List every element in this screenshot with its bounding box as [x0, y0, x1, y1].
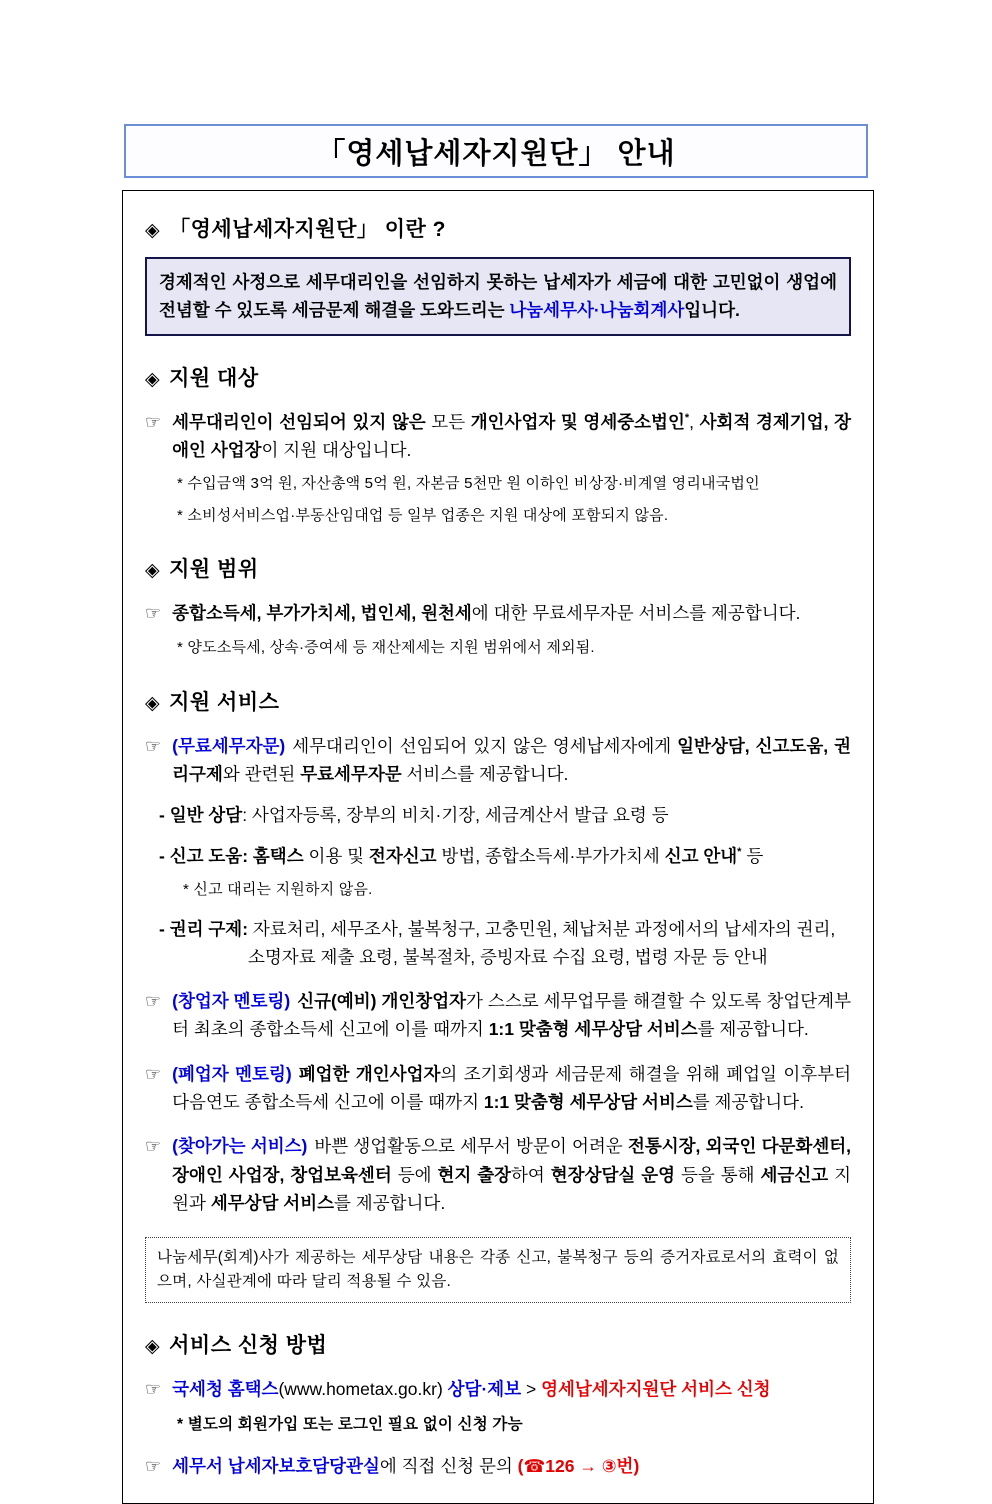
visiting-run: 하여 — [511, 1164, 551, 1185]
section-header-support-target — [145, 362, 851, 392]
target-run: 사회적 경제기업, 장애인 사업장 — [172, 411, 851, 461]
closure-run: 1:1 맞춤형 세무상담 서비스 — [483, 1091, 693, 1112]
closure-run: 의 조기회생과 세금문제 해결을 위해 폐업일 이후부터 다음연도 종합소득세 신고에 이를 때까지 — [172, 1063, 851, 1112]
section-header-apply-method — [145, 1329, 851, 1359]
apply-taxoffice-text — [172, 1452, 639, 1481]
report-run: 이용 및 — [303, 846, 369, 867]
scope-footnote: * 양도소득세, 상속·증여세 등 재산제세는 지원 범위에서 제외됨. — [177, 639, 595, 657]
free-run: 무료세무자문 — [300, 764, 402, 785]
intro-text-end: 입니다. — [684, 300, 740, 321]
pointing-hand-icon: ☞ — [145, 411, 162, 432]
visiting-service-text — [172, 1132, 851, 1217]
pointing-hand-icon: ☞ — [145, 735, 162, 756]
phone-number: (☎126 → ③번) — [517, 1456, 640, 1477]
closure-run: 폐업한 개인사업자 — [298, 1063, 441, 1084]
pointing-hand-icon: ☞ — [145, 1063, 162, 1084]
intro-text-blue: 나눔세무사·나눔회계사 — [509, 300, 685, 321]
section-header-support-services — [145, 686, 851, 716]
page-title: 「영세납세자지원단」 안내 — [316, 137, 676, 170]
target-paragraph — [145, 408, 851, 465]
free-run: 와 관련된 — [222, 764, 301, 785]
rights-remedy-label: 권리 구제 — [169, 918, 243, 939]
pointing-hand-icon: ☞ — [145, 603, 162, 624]
apply-footnote: * 별도의 회원가입 또는 로그인 필요 없이 신청 가능 — [177, 1416, 523, 1434]
diamond-icon: ◈ — [145, 368, 161, 390]
menu-path-label: 상담·제보 — [447, 1379, 522, 1400]
startup-run: 를 제공합니다. — [697, 1019, 809, 1040]
closure-mentoring-text — [172, 1060, 851, 1117]
report-run: 전자신고 — [368, 846, 437, 867]
section-header-intro — [145, 213, 851, 243]
intro-text: 경제적인 사정으로 세무대리인을 선임하지 못하는 납세자가 세금에 대한 고민없이 생업에 전념할 수 있도록 세금문제 해결을 도와드리는 — [159, 272, 837, 321]
diamond-icon: ◈ — [145, 692, 161, 714]
hometax-label: 국세청 홈택스 — [172, 1379, 279, 1400]
rights-remedy-item — [159, 915, 851, 971]
menu-path-separator: > — [521, 1379, 542, 1400]
free-run: 서비스를 제공합니다. — [401, 764, 569, 785]
pointing-hand-icon: ☞ — [145, 1456, 162, 1477]
target-footnote-1: * 수입금액 3억 원, 자산총액 5억 원, 자본금 5천만 원 이하인 비상장·비계열 영리내국법인 — [177, 475, 760, 493]
report-help-label: 신고 도움 — [169, 846, 243, 867]
service-label-closure-mentoring: (폐업자 멘토링) — [172, 1063, 292, 1084]
target-footnote-2: * 소비성서비스업·부동산임대업 등 일부 업종은 지원 대상에 포함되지 않음. — [177, 506, 669, 524]
apply-taxoffice-paragraph — [145, 1452, 851, 1481]
pointing-hand-icon: ☞ — [145, 990, 162, 1011]
startup-run: 가 스스로 세무업무를 해결할 수 있도록 창업단계부터 최초의 종합소득세 신고에 이를 때까지 — [172, 990, 851, 1040]
visiting-run: 등을 통해 — [675, 1164, 761, 1185]
diamond-icon: ◈ — [145, 220, 161, 241]
visiting-run: 전통시장, 외국인 다문화센터, 장애인 사업장, 창업보육센터 — [172, 1136, 851, 1185]
section-title-support-services: 지원 서비스 — [169, 690, 280, 714]
scope-run: 종합소득세, 부가가치세, 법인세, 원천세 — [172, 603, 472, 624]
free-run: 세무대리인이 선임되어 있지 않은 영세납세자에게 — [292, 735, 678, 756]
pointing-hand-icon: ☞ — [145, 1136, 162, 1157]
report-help-item — [159, 842, 851, 902]
report-run: 신고 안내 — [664, 846, 738, 867]
service-label-startup-mentoring: (창업자 멘토링) — [172, 990, 291, 1011]
target-run: , — [689, 411, 700, 432]
target-run: 이 지원 대상입니다. — [261, 440, 412, 461]
apply-service-name: 영세납세자지원단 서비스 신청 — [541, 1379, 771, 1400]
hometax-url: (www.hometax.go.kr) — [278, 1379, 448, 1400]
general-consulting-text: : 사업자등록, 장부의 비치·기장, 세금계산서 발급 요령 등 — [242, 805, 669, 826]
rights-run: : — [242, 918, 253, 939]
free-advice-text — [172, 732, 851, 789]
service-label-free-advice: (무료세무자문) — [172, 735, 286, 756]
dash-bullet: - — [159, 918, 165, 939]
section-header-support-scope — [145, 553, 851, 583]
visiting-service-paragraph — [145, 1132, 851, 1217]
general-consulting-label: 일반 상담 — [169, 805, 243, 826]
free-run: 일반상담, 신고도움, 권리구제 — [172, 735, 851, 785]
startup-mentoring-paragraph — [145, 987, 851, 1044]
dash-bullet: - — [159, 846, 165, 867]
visiting-run: 현지 출장 — [437, 1164, 512, 1185]
target-paragraph-text — [172, 408, 851, 465]
rights-line1: 자료처리, 세무조사, 불복청구, 고충민원, 체납처분 과정에서의 납세자의 권리, — [252, 918, 836, 939]
visiting-run: 세금신고 — [760, 1164, 829, 1185]
visiting-run: 등에 — [391, 1164, 438, 1185]
general-consulting-item — [159, 801, 851, 829]
diamond-icon: ◈ — [145, 1336, 161, 1358]
taxoffice-label: 세무서 납세자보호담당관실 — [172, 1456, 380, 1477]
apply-hometax-paragraph — [145, 1375, 851, 1404]
disclaimer-note-box: 나눔세무(회계)사가 제공하는 세무상담 내용은 각종 신고, 불복청구 등의 증거자료로서의 효력이 없으며, 사실관계에 따라 달리 적용될 수 있음. — [145, 1237, 851, 1303]
footnote-marker: * — [684, 411, 690, 424]
free-advice-paragraph — [145, 732, 851, 789]
section-title-support-scope: 지원 범위 — [169, 558, 259, 582]
apply-hometax-text — [172, 1375, 770, 1404]
visiting-run: 지원과 — [172, 1164, 851, 1213]
startup-run: 신규(예비) 개인창업자 — [297, 990, 467, 1011]
taxoffice-run: 에 직접 신청 문의 — [379, 1456, 518, 1477]
visiting-run: 바쁜 생업활동으로 세무서 방문이 어려운 — [314, 1136, 628, 1157]
report-run: 방법, 종합소득세·부가가치세 — [436, 846, 665, 867]
startup-run: 1:1 맞춤형 세무상담 서비스 — [488, 1019, 698, 1040]
report-run: : — [242, 846, 253, 867]
target-run: 개인사업자 및 영세중소법인 — [470, 411, 685, 432]
closure-run: 를 제공합니다. — [692, 1091, 804, 1112]
scope-paragraph-text — [172, 599, 800, 628]
target-run: 모든 — [425, 411, 471, 432]
scope-run: 에 대한 무료세무자문 서비스를 제공합니다. — [471, 603, 801, 624]
report-help-footnote: * 신고 대리는 지원하지 않음. — [183, 881, 373, 899]
document-body — [122, 190, 874, 1504]
report-run: 등 — [741, 846, 764, 867]
pointing-hand-icon: ☞ — [145, 1379, 162, 1400]
dash-bullet: - — [159, 805, 165, 826]
visiting-run: 현장상담실 운영 — [550, 1164, 676, 1185]
closure-mentoring-paragraph — [145, 1060, 851, 1117]
target-run: 세무대리인이 선임되어 있지 않은 — [172, 411, 426, 432]
footnote-marker: * — [737, 846, 742, 859]
intro-highlight-box — [145, 257, 851, 336]
visiting-run: 세무상담 서비스 — [210, 1192, 335, 1213]
rights-line2: 소명자료 제출 요령, 불복절차, 증빙자료 수집 요령, 법령 자문 등 안내 — [248, 946, 768, 967]
scope-paragraph — [145, 599, 851, 628]
startup-mentoring-text — [172, 987, 851, 1044]
report-run: 홈택스 — [252, 846, 304, 867]
document-title-box — [124, 124, 868, 178]
visiting-run: 를 제공합니다. — [334, 1192, 446, 1213]
section-title-apply-method: 서비스 신청 방법 — [169, 1334, 328, 1358]
section-title-intro: 「영세납세자지원단」 이란 ? — [169, 218, 446, 241]
section-title-support-target: 지원 대상 — [169, 366, 259, 390]
diamond-icon: ◈ — [145, 560, 161, 582]
service-label-visiting-service: (찾아가는 서비스) — [172, 1136, 308, 1157]
